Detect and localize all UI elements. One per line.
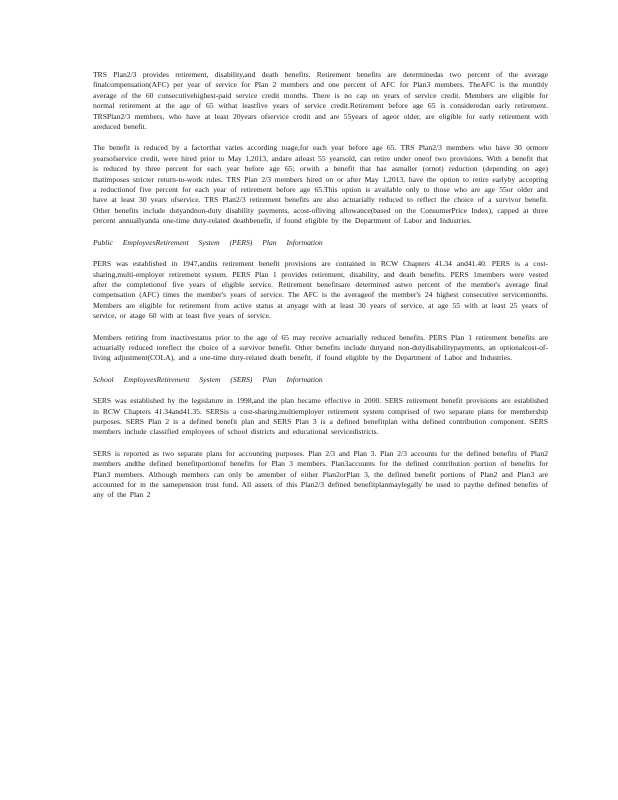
- section-heading-sers: School EmployeesRetirement System (SERS) Plan Information: [93, 374, 323, 384]
- section-heading-pers: Public EmployeesRetirement System (PERS) Plan Information: [93, 237, 323, 247]
- paragraph-pers-inactive: Members retiring from inactivestatus prior to the age of 65 may receive actuarially reduced benefits. PERS Plan 1 retirement benefits are actuarially reduced toreflect the choice of a survivor benefit. Other benefits include dutyand non-dutydisabilitypayments, an optionalcost-of-living adjustment(COLA), and a one-time duty-related death benefit, if found eligible by the Department of Labor and Industries.: [93, 332, 548, 363]
- paragraph-pers-overview: PERS was established in 1947,andits retirement benefit provisions are contained in RCW Chapters 41.34 and41.40. PERS is a cost-sharing,multi-employer retirement system. PERS Plan 1 provides retirement, disability, and death benefits. PERS 1members were vested after the completionof five years of eligible service. Retirement benefitsare determined astwo percent of the member's average final compensation (AFC) times the member's years of service. The AFC is the averageof the member's 24 highest consecutive servicemonths. Members are eligible for retirement from active status at anyage with at least 30 years of service, at age 55 with at least 25 years of service, or atage 60 with at least five years of service.: [93, 259, 548, 321]
- paragraph-trs-benefits: TRS Plan2/3 provides retirement, disability,and death benefits. Retirement benefits are determinedas two percent of the average finalcompensation(AFC) per year of service for Plan 2 members and one percent of AFC for Plan3 members. TheAFC is the monthly average of the 60 consecutivehighest-paid service credit months. There is no cap on years of service credit. Members are eligible for normal retirement at the age of 65 withat leastfive years of service credit.Retirement before age 65 is consideredan early retirement. TRSPlan2/3 members, who have at least 20years ofservice credit and are 55years of ageor older, are eligible for early retirement with areduced benefit.: [93, 70, 548, 132]
- document-body: [93, 70, 548, 512]
- paragraph-trs-early-retirement: The benefit is reduced by a factorthat varies according toage,for each year before age 65. TRS Plan2/3 members who have 30 ormore yearsofservice credit, were hired prior to May 1,2013, andare atleast 55 yearsold, can retire under oneof two provisions. With a benefit that is reduced by three percent for each year before age 65; orwith a benefit that has asmaller (ornot) reduction (depending on age) thatimposes stricter return-to-work rules. TRS Plan 2/3 members hired on or after May 1,2013, have the option to retire earlyby accepting a reductionof five percent for each year of retirement before age 65.This option is available only to those who are age 55or older and have at least 30 years ofservice. TRS Plan2/3 retirement benefits are also actuarially reduced to reflect the choice of a survivor benefit. Other benefits include dutyandnon-duty disability payments, acost-ofliving allowance(based on the ConsumerPrice Index), capped at three percent annuallyanda one-time duty-related deathbenefit, if found eligible by the Department of Labor and Industries.: [93, 143, 548, 226]
- paragraph-sers-accounting: SERS is reported as two separate plans for accounting purposes. Plan 2/3 and Plan 3. Plan 2/3 accounts for the defined benefits of Plan2 members andthe defined benefitportionof benefits for Plan 3 members. Plan3accounts for the defined contribution portion of benefits for Plan3 members. Although members can only be amember of either Plan2orPlan 3, the defined benefit portions of Plan2 and Plan3 are accounted for in the samepension trust fund. All assets of this Plan2/3 defined benefitplanmaylegally be used to paythe defined benefits of any of the Plan 2: [93, 448, 548, 500]
- paragraph-sers-overview: SERS was established by the legislature in 1998,and the plan became effective in 2000. SERS retirement benefit provisions are established in RCW Chapters 41.34and41.35. SERSis a cost-sharing,multiemployer retirement system comprised of two separate plans for membership purposes. SERS Plan 2 is a defined benefit plan and SERS Plan 3 is a defined benefitplan witha defined contribution component. SERS members include classified employees of school districts and educational servicedistricts.: [93, 396, 548, 437]
